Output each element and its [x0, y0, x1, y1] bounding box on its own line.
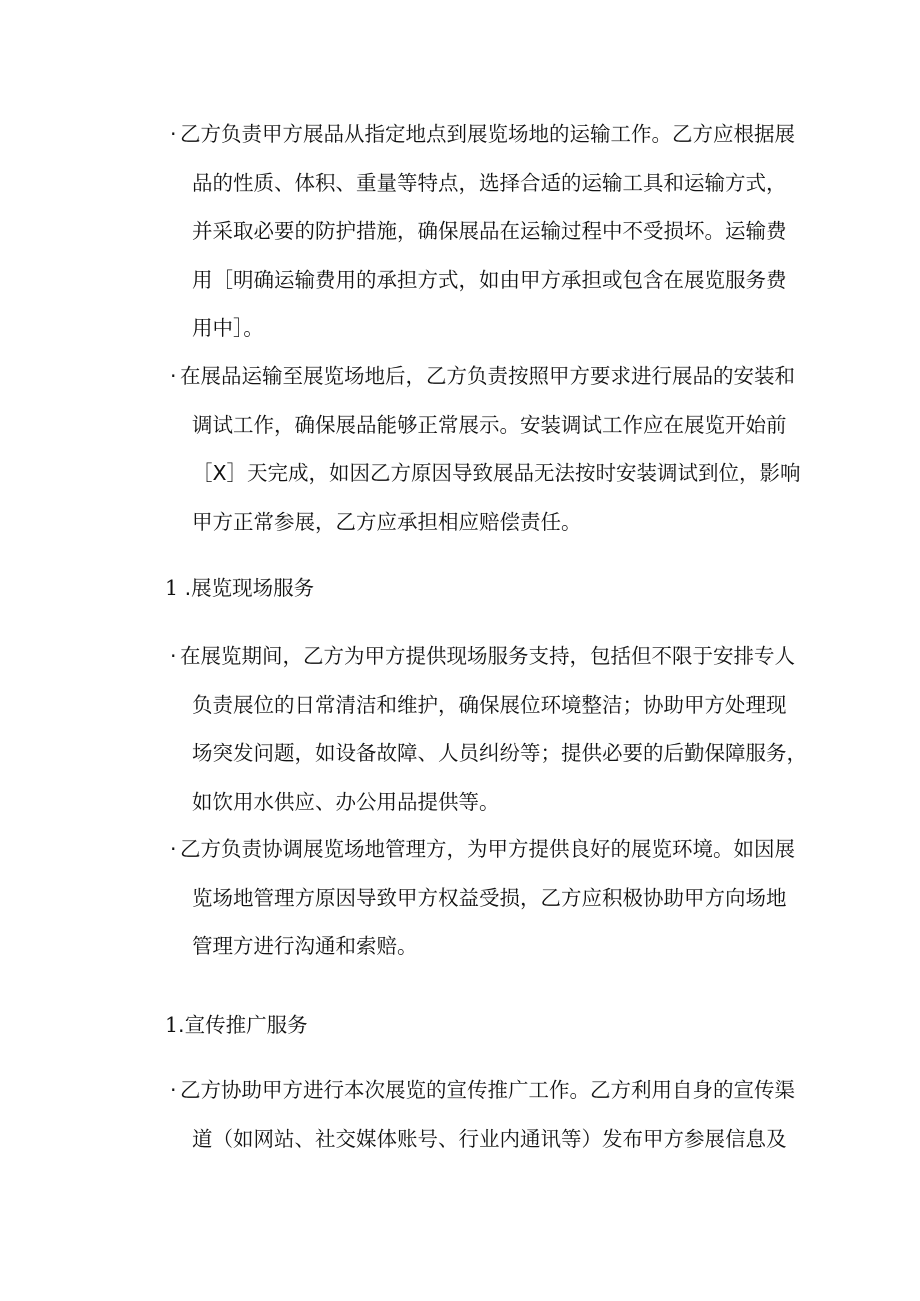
paragraph-line: 如饮用水供应、办公用品提供等。	[192, 789, 500, 814]
paragraph-line: 道（如网站、社交媒体账号、行业内通讯等）发布甲方参展信息及	[192, 1126, 787, 1151]
paragraph-line: 乙方负责协调展览场地管理方，为甲方提供良好的展览环境。如因展	[180, 837, 795, 861]
bullet-mark: ·	[170, 364, 177, 388]
heading-text: .宣传推广服务	[178, 1013, 308, 1037]
paragraph-line: 调试工作，确保展品能够正常展示。安装调试工作应在展览开始前	[192, 412, 787, 437]
section-heading-promotion	[165, 1010, 308, 1040]
heading-text: .展览现场服务	[184, 576, 315, 600]
heading-number: 1	[165, 576, 179, 600]
paragraph-line: 管理方进行沟通和索赔。	[192, 934, 418, 958]
section-heading-onsite	[165, 573, 314, 603]
bullet-mark: ·	[170, 122, 177, 146]
paragraph-line: ［X］天完成，如因乙方原因导致展品无法按时安装调试到位，影响	[192, 461, 801, 485]
bullet-transport	[170, 110, 810, 353]
paragraph-line: 乙方负责甲方展品从指定地点到展览场地的运输工作。乙方应根据展	[180, 122, 795, 146]
paragraph-line: 在展品运输至展览场地后，乙方负责按照甲方要求进行展品的安装和	[180, 364, 795, 388]
paragraph-line: 览场地管理方原因导致甲方权益受损，乙方应积极协助甲方向场地	[192, 885, 787, 910]
bullet-mark: ·	[170, 1078, 177, 1102]
bullet-venue-coordination	[170, 825, 810, 971]
paragraph-line: 用中］。	[192, 316, 264, 340]
paragraph-line: 品的性质、体积、重量等特点，选择合适的运输工具和运输方式，	[192, 170, 787, 195]
bullet-installation	[170, 352, 810, 546]
bullet-mark: ·	[170, 644, 177, 668]
heading-number: 1	[165, 1013, 179, 1037]
paragraph-line: 场突发问题，如设备故障、人员纠纷等；提供必要的后勤保障服务，	[192, 741, 807, 765]
bullet-promotion	[170, 1066, 810, 1163]
paragraph-line: 负责展位的日常清洁和维护，确保展位环境整洁；协助甲方处理现	[192, 692, 787, 717]
paragraph-line: 并采取必要的防护措施，确保展品在运输过程中不受损坏。运输费	[192, 219, 787, 243]
paragraph-line: 甲方正常参展，乙方应承担相应赔偿责任。	[192, 509, 582, 534]
paragraph-line: 用［明确运输费用的承担方式，如由甲方承担或包含在展览服务费	[192, 267, 787, 292]
bullet-onsite-support	[170, 632, 810, 826]
bullet-mark: ·	[170, 837, 177, 861]
paragraph-line: 乙方协助甲方进行本次展览的宣传推广工作。乙方利用自身的宣传渠	[180, 1078, 795, 1102]
paragraph-line: 在展览期间，乙方为甲方提供现场服务支持，包括但不限于安排专人	[180, 644, 795, 668]
